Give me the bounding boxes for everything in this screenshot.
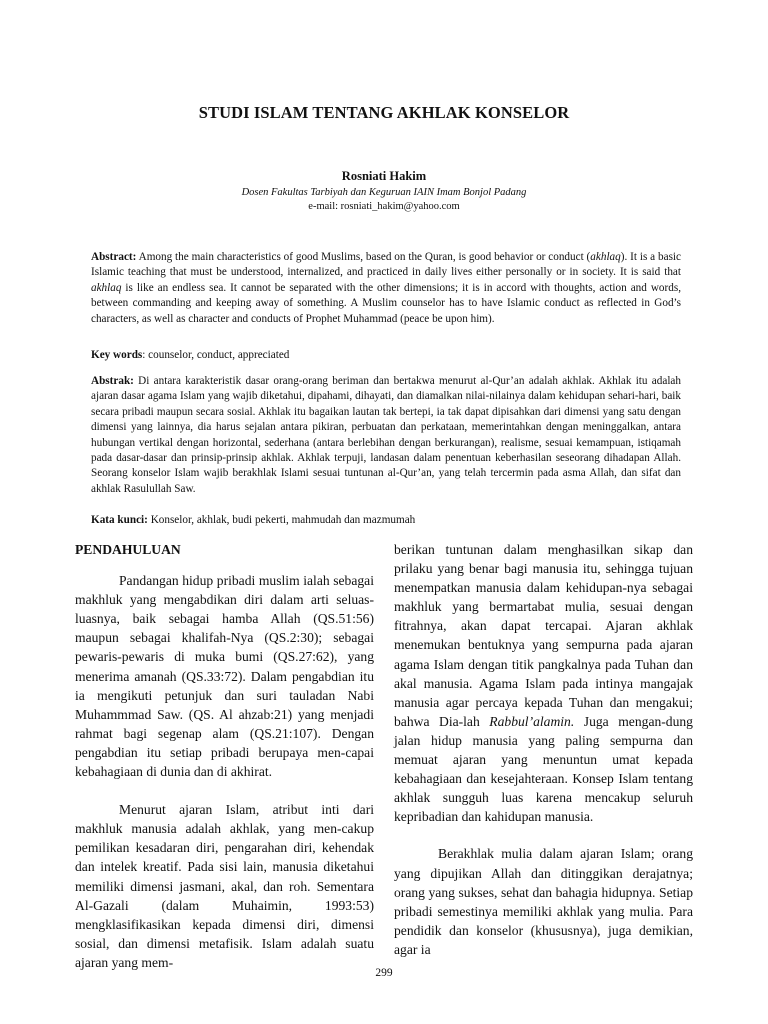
abstract-italic-2: akhlaq	[91, 281, 122, 294]
kata-kunci-label: Kata kunci:	[91, 514, 148, 526]
abstract-label: Abstract:	[91, 251, 137, 263]
right-column	[394, 540, 693, 959]
right-text-1b: Juga mengan-dung jalan hidup manusia yang paling sempurna dan memuat ajaran yang menuntun umat kepada kebahagiaan dan kesejahteraan. Konsep Islam tentang akhlak sungguh luas karena mencakup seluruh kepribadian dan kahidupan manusia.	[394, 713, 693, 825]
right-paragraph-1	[394, 540, 693, 826]
kata-kunci-text: Konselor, akhlak, budi pekerti, mahmudah dan mazmumah	[147, 514, 416, 526]
section-heading: PENDAHULUAN	[75, 542, 181, 557]
left-paragraph-1: Pandangan hidup pribadi muslim ialah sebagai makhluk yang mengabdikan diri dalam arti seluas-luasnya, baik sebagai hamba Allah (QS.51:56) maupun sebagai khalifah-Nya (QS.2:30); sebagai pewaris-pewaris di muka bumi (QS.27:62), yang menerima amanah (QS.33:72). Dalam pengabdian itu ia mengikuti petunjuk dan suri tauladan Nabi Muhammmad Saw. (QS. Al ahzab:21) yang menjadi rahmat bagi segenap alam (QS.21:107). Dengan pengabdian itu setiap pribadi berupaya men-capai kebahagiaan di dunia dan di akhirat.	[75, 573, 374, 780]
abstract-english	[91, 250, 681, 327]
right-paragraph-2: Berakhlak mulia dalam ajaran Islam; orang yang dipujikan Allah dan ditinggikan derajatnya; orang yang sukses, sehat dan bahagia hidupnya. Setiap pribadi semestinya memiliki akhlak yang mulia. Para pendidik dan konselor (khususnya), juga demikian, agar ia	[394, 846, 693, 957]
right-italic-term: Rabbul’alamin.	[489, 713, 575, 729]
abstract-text-1: Among the main characteristics of good Muslims, based on the Quran, is good behavior or conduct (	[136, 251, 591, 263]
abstract-italic-1: akhlaq	[590, 251, 621, 263]
abstract-text-3: is like an endless sea. It cannot be separated with the other dimensions; it is in accord with thoughts, action and words, between commanding and keeping away of something. A Muslim counselor has to have Islamic conduct as reflected in God’s characters, as well as character and conducts of Prophet Muhammad (peace be upon him).	[91, 281, 681, 325]
page-number: 299	[375, 967, 393, 979]
keywords-indonesian	[91, 513, 681, 528]
paper-title: STUDI ISLAM TENTANG AKHLAK KONSELOR	[198, 103, 570, 122]
abstract-indonesian	[91, 374, 681, 497]
abstract-text-2: ). It is a basic Islamic teaching that must be understood, internalized, and practiced in daily lives either personally or in society. It is said that	[91, 251, 681, 279]
abstrak-label: Abstrak:	[91, 375, 134, 387]
keywords-english	[91, 348, 681, 363]
right-text-1a: berikan tuntunan dalam menghasilkan sikap dan prilaku yang benar bagi manusia itu, sehingga tujuan menempatkan manusia dalam kehidupan-nya sebagai makhluk yang bermartabat mulia, sesuai dengan fitrahnya, akan dapat tercapai. Ajaran akhlak menemukan bentuknya yang sempurna pada ajaran agama Islam dengan titik pangkalnya pada Tuhan dan akal manusia. Agama Islam pada intinya mangajak manusia agar percaya kepada Tuhan dan mengakui; bahwa Dia-lah	[394, 542, 693, 729]
author-affiliation: Dosen Fakultas Tarbiyah dan Keguruan IAIN Imam Bonjol Padang	[241, 187, 527, 198]
left-column	[75, 540, 374, 972]
author-name: Rosniati Hakim	[341, 169, 427, 183]
left-paragraph-2: Menurut ajaran Islam, atribut inti dari makhluk manusia adalah akhlak, yang men-cakup pemilikan kesadaran diri, pengarahan diri, kehendak dan intelek kreatif. Pada sisi lain, manusia diketahui memiliki dimensi jasmani, akal, dan roh. Sementara Al-Gazali (dalam Muhaimin, 1993:53) mengklasifikasikan kepada dimensi diri, dimensi sosial, dan dimensi metafisik. Islam adalah suatu ajaran yang mem-	[75, 802, 374, 970]
keywords-text: : counselor, conduct, appreciated	[142, 349, 290, 361]
keywords-label: Key words	[91, 349, 143, 361]
author-email: e-mail: rosniati_hakim@yahoo.com	[308, 201, 460, 212]
abstrak-text: Di antara karakteristik dasar orang-orang beriman dan bertakwa menurut al-Qur’an adalah akhlak. Akhlak itu adalah ajaran dasar agama Islam yang wajib diketahui, dipahami, dihayati, dan diamalkan nilai-nilainya dalam kehidupan sehari-hari, baik secara pribadi maupun secara sosial. Akhlak itu bagaikan lautan tak bertepi, ia tak dapat dipisahkan dari dimensi yang satu dengan dimensi yang lainnya, dia harus sejalan antara pikiran, perbuatan dan perkataan, memerintahkan dengan meninggalkan, antara hubungan vertikal dengan horizontal, sederhana (antara berlebihan dengan berkurangan), realisme, sesuai kemampuan, istiqamah pada dasar-dasar dan prinsip-prinsip akhlak. Akhlak terpuji, landasan dalam penentuan keberhasilan seseorang dihadapan Allah. Seorang konselor Islam wajib berakhlak Islami sesuai tuntunan al-Qur’an, yang telah tercermin pada asma Allah, dan sifat dan akhlak Rasulullah Saw.	[91, 375, 681, 495]
